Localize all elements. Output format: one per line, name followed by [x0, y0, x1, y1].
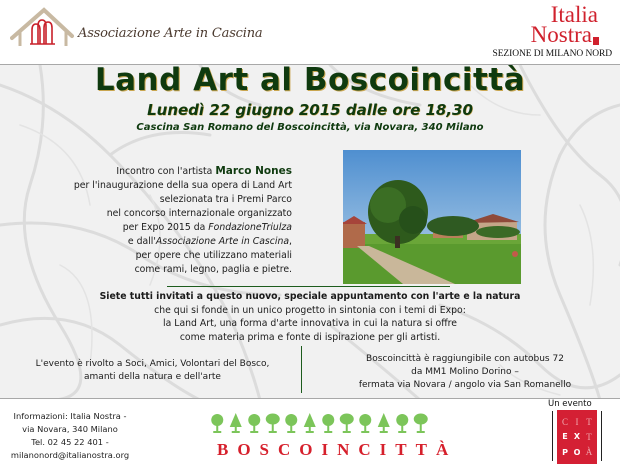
tree-icon	[266, 414, 280, 434]
expo-letter: I	[575, 416, 579, 427]
tree-icon	[378, 413, 390, 433]
tree-icon	[322, 414, 334, 433]
boscoincitta-logo	[208, 412, 458, 462]
farmhouse-arches-icon	[10, 4, 76, 48]
expo-letter: X	[573, 432, 581, 442]
italia-nostra-word-nostra: Nostra	[530, 22, 592, 47]
expo-bar-right	[601, 411, 602, 461]
expo-letter: E	[562, 432, 568, 442]
expo-letter: P	[562, 447, 568, 457]
expo-letter: T	[586, 416, 592, 427]
invitation-headline: Siete tutti invitati a questo nuovo, speciale appuntamento con l'arte e la natura	[99, 291, 521, 302]
tree-icon	[230, 413, 242, 433]
info-email[interactable]: milanonord@italianostra.org	[10, 450, 130, 460]
header	[0, 0, 620, 66]
expo-label: Un evento	[548, 399, 592, 409]
transport-info	[330, 353, 600, 392]
audience-text	[20, 358, 285, 383]
description-line-2: per l'inaugurazione della sua opera di Land Art	[73, 180, 292, 191]
description-line-1: Incontro con l'artista Marco Nones	[116, 165, 292, 177]
audience-line-2: amanti della natura e dell'arte	[84, 371, 221, 382]
footer	[0, 399, 620, 467]
description-line-7: per opere che utilizzano materiali	[135, 250, 292, 261]
event-description	[52, 164, 292, 277]
invitation-line-2: che qui si fonde in un unico progetto in sintonia con i temi di Expo:	[154, 304, 466, 316]
expo-bar-left	[552, 411, 553, 461]
description-line-4: nel concorso internazionale organizzato	[106, 208, 292, 219]
event-title: Land Art al Boscoincittà	[94, 64, 526, 98]
citexpoa-logo	[540, 399, 612, 467]
cascina-park-photo	[343, 150, 521, 284]
info-line-2: via Novara, 340 Milano	[22, 424, 118, 434]
expo-letter: À	[585, 447, 593, 458]
expo-letter: O	[573, 447, 581, 457]
divider-vertical	[301, 346, 302, 393]
main-panel	[0, 64, 620, 399]
tree-icon	[211, 414, 223, 433]
italia-nostra-logo	[420, 0, 620, 66]
tree-icon	[285, 414, 297, 433]
artist-name: Marco Nones	[215, 165, 292, 177]
expo-letter: T	[586, 431, 592, 442]
description-line-5: per Expo 2015 da FondazioneTriulza	[122, 222, 292, 233]
transport-line-2: da MM1 Molino Dorino –	[411, 367, 519, 377]
divider-horizontal	[167, 286, 450, 287]
invitation-text	[0, 290, 620, 344]
audience-line-1: L'evento è rivolto a Soci, Amici, Volontari del Bosco,	[35, 359, 270, 369]
associazione-arte-in-cascina-logo	[10, 4, 263, 48]
italia-nostra-word-italia: Italia	[550, 2, 598, 27]
description-line-6: e dall'Associazione Arte in Cascina,	[127, 236, 292, 247]
expo-letter: C	[561, 416, 568, 427]
associazione-name: Associazione Arte in Cascina	[78, 26, 263, 41]
event-venue: Cascina San Romano del Boscoincittà, via Novara, 340 Milano	[136, 122, 484, 133]
description-line-3: selezionata tra i Premi Parco	[159, 194, 292, 205]
tree-icon	[359, 414, 371, 433]
tree-icon	[340, 414, 354, 434]
description-line-8: come rami, legno, paglia e pietre.	[134, 264, 292, 275]
transport-line-3: fermata via Novara / angolo via San Romanello	[358, 380, 572, 390]
expo-letter-grid	[557, 410, 597, 464]
tree-icon	[414, 414, 428, 434]
event-date: Lunedì 22 giugno 2015 dalle ore 18,30	[147, 101, 473, 119]
tree-icon	[396, 414, 408, 433]
transport-line-1: Boscoincittà è raggiungibile con autobus 72	[366, 354, 564, 364]
tree-icon	[304, 413, 316, 433]
tree-icon	[248, 414, 260, 433]
info-line-3: Tel. 02 45 22 401 -	[31, 437, 109, 447]
info-line-1: Informazioni: Italia Nostra -	[13, 411, 127, 421]
invitation-line-3: la Land Art, una forma d'arte innovativa in cui la natura si offre	[163, 318, 457, 329]
park-photo-image	[343, 150, 521, 284]
italia-nostra-section: SEZIONE DI MILANO NORD	[492, 49, 612, 59]
boscoincitta-wordmark: BOSCOINCITTÀ	[217, 440, 458, 459]
invitation-line-4: come materia prima e fonte di ispirazione per gli artisti.	[179, 331, 441, 343]
contact-info	[10, 410, 130, 462]
tree-row-icons	[208, 412, 430, 434]
italia-nostra-mark-icon	[593, 37, 599, 45]
